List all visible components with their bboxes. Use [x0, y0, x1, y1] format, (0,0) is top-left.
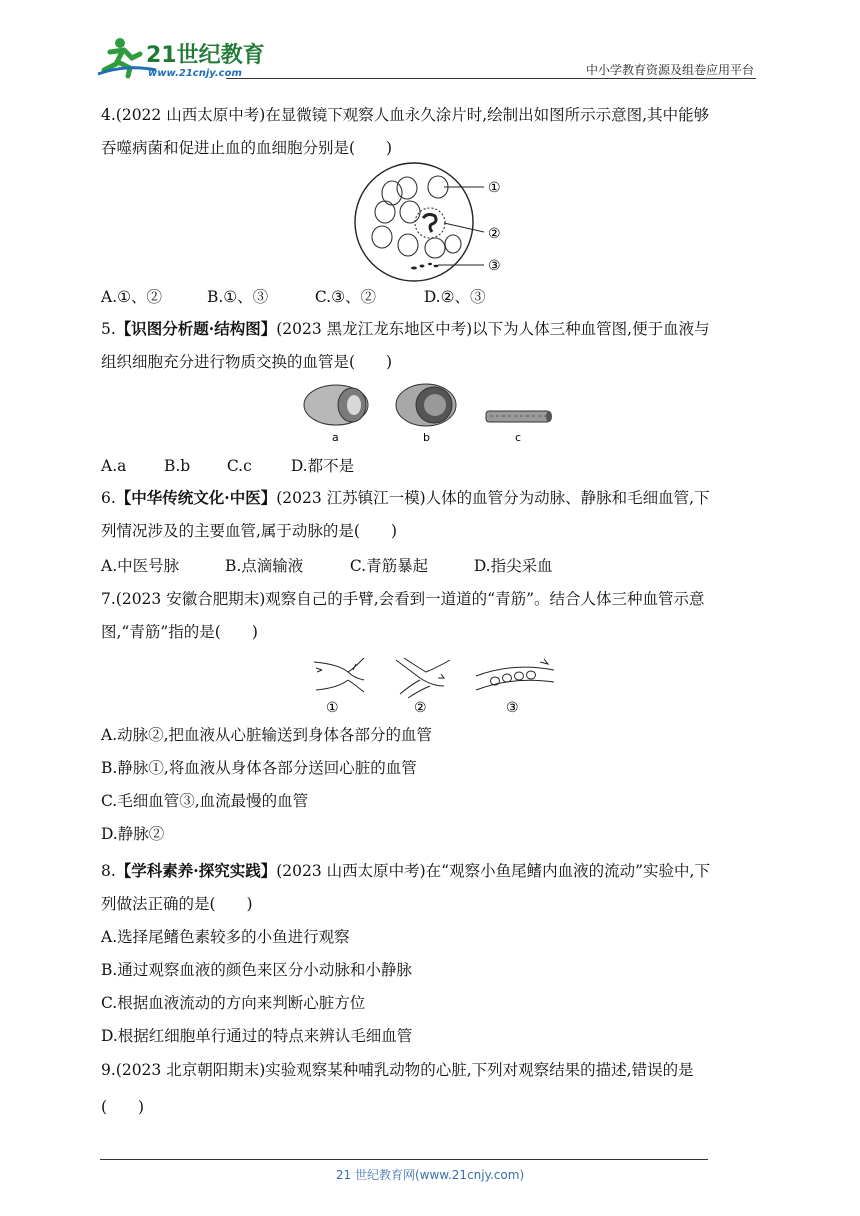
question-5-tag: 【识图分析题·结构图】	[115, 319, 277, 338]
option-a[interactable]: A.①、②	[101, 288, 163, 306]
question-5-line2: 组织细胞充分进行物质交换的血管是( )	[101, 353, 393, 371]
option-a[interactable]: A.中医号脉	[101, 557, 180, 575]
option-a[interactable]: A.动脉②,把血液从心脏输送到身体各部分的血管	[101, 726, 433, 744]
question-6-tag: 【中华传统文化·中医】	[115, 488, 277, 507]
option-d[interactable]: D.根据红细胞单行通过的特点来辨认毛细血管	[101, 1027, 413, 1045]
blood-smear-figure	[352, 160, 522, 284]
label-c: c	[515, 431, 522, 444]
option-d[interactable]: D.指尖采血	[473, 557, 553, 575]
label-2: ②	[488, 226, 501, 242]
footer-link[interactable]: 21 世纪教育网(www.21cnjy.com)	[335, 1168, 525, 1182]
option-b[interactable]: B.①、③	[206, 288, 269, 306]
label-3: ③	[488, 258, 501, 274]
question-5-line1: 5.【识图分析题·结构图】(2023 黑龙江龙东地区中考)以下为人体三种血管图,便于血液与	[101, 319, 710, 338]
option-c[interactable]: C.根据血液流动的方向来判断心脏方位	[101, 994, 366, 1012]
svg-text:www.21cnjy.com: www.21cnjy.com	[148, 68, 242, 79]
question-8-tag: 【学科素养·探究实践】	[115, 861, 277, 880]
question-7-line1: 7.(2023 安徽合肥期末)观察自己的手臂,会看到一道道的“青筋”。结合人体三种血管示意	[101, 590, 705, 608]
label-1: ①	[488, 180, 501, 196]
option-a[interactable]: A.a	[101, 457, 127, 475]
footer-divider	[100, 1159, 708, 1160]
question-4-line2: 吞噬病菌和促进止血的血细胞分别是( )	[101, 139, 393, 157]
option-b[interactable]: B.静脉①,将血液从身体各部分送回心脏的血管	[101, 759, 417, 777]
option-b[interactable]: B.b	[163, 457, 191, 475]
question-6-options	[101, 554, 553, 576]
option-c[interactable]: C.③、②	[314, 288, 377, 306]
label-3: ③	[506, 700, 519, 716]
page-header	[96, 34, 756, 82]
option-a[interactable]: A.选择尾鳍色素较多的小鱼进行观察	[101, 928, 350, 946]
option-d[interactable]: D.静脉②	[101, 825, 165, 843]
blood-vessels-figure	[300, 380, 560, 446]
header-divider	[226, 78, 756, 79]
platform-name: 中小学教育资源及组卷应用平台	[585, 63, 754, 77]
question-7-line2: 图,“青筋”指的是( )	[101, 623, 258, 641]
question-9-line2: ( )	[101, 1098, 145, 1116]
question-8-line1: 8.【学科素养·探究实践】(2023 山西太原中考)在“观察小鱼尾鳍内血液的流动”实验中,下	[101, 861, 710, 880]
question-5-options	[101, 454, 354, 476]
option-c[interactable]: C.c	[226, 457, 252, 475]
site-logo	[96, 34, 286, 80]
question-8-line2: 列做法正确的是( )	[101, 895, 253, 913]
question-9-line1: 9.(2023 北京朝阳期末)实验观察某种哺乳动物的心脏,下列对观察结果的描述,错误的是	[101, 1061, 694, 1079]
label-b: b	[423, 431, 430, 444]
vessel-flow-figure	[308, 650, 560, 718]
label-1: ①	[326, 700, 339, 716]
label-2: ②	[414, 700, 427, 716]
option-b[interactable]: B.点滴输液	[224, 557, 304, 575]
label-a: a	[332, 431, 339, 444]
svg-text:21世纪教育: 21世纪教育	[146, 43, 265, 68]
option-b[interactable]: B.通过观察血液的颜色来区分小动脉和小静脉	[101, 961, 412, 979]
option-c[interactable]: C.毛细血管③,血流最慢的血管	[101, 792, 309, 810]
question-6-line1: 6.【中华传统文化·中医】(2023 江苏镇江一模)人体的血管分为动脉、静脉和毛细血管,下	[101, 488, 710, 507]
question-6-line2: 列情况涉及的主要血管,属于动脉的是( )	[101, 522, 398, 540]
question-4-line1: 4.(2022 山西太原中考)在显微镜下观察人血永久涂片时,绘制出如图所示示意图,其中能够	[101, 106, 710, 124]
option-d[interactable]: D.都不是	[290, 457, 355, 475]
option-d[interactable]: D.②、③	[423, 288, 486, 306]
option-c[interactable]: C.青筋暴起	[349, 557, 429, 575]
question-4-options	[101, 285, 486, 307]
